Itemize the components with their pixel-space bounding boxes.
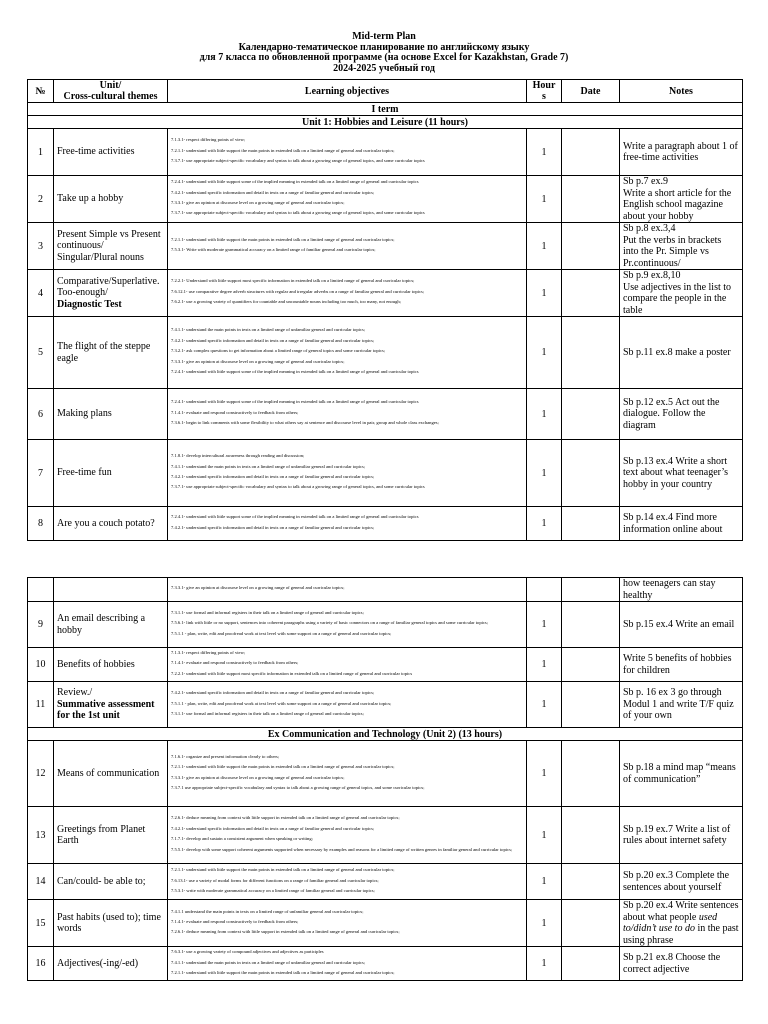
row-notes (620, 176, 743, 223)
row-objectives (168, 176, 527, 223)
table-body (28, 129, 743, 541)
unit-section-label: Unit 1: Hobbies and Leisure (11 hours) (28, 116, 743, 129)
row-notes (620, 741, 743, 807)
notes-line: Put the verbs in brackets into the Pr. Simple vs Pr.continuous/ (623, 234, 722, 269)
row-number (28, 578, 54, 602)
notes-line: Sb p.15 ex.4 Write an email (623, 618, 735, 630)
objective-item: 7.4.2.1- understand specific information and detail in texts on a range of familiar general and curricular topics; (171, 337, 375, 343)
objective-item: 7.3.7.1- use appropriate subject-specific vocabulary and syntax to talk about a growing range of general topics, and some curricular topics (171, 484, 425, 490)
row-number: 2 (28, 176, 54, 223)
notes-line: Use adjectives in the list to compare the people in the table (623, 281, 732, 316)
row-hours: 1 (527, 223, 562, 270)
table-row (28, 223, 743, 270)
header-objectives: Learning objectives (168, 80, 527, 103)
row-unit-theme (54, 176, 168, 223)
notes-italic: used to/didn’t use to do (623, 911, 718, 935)
plan-table-page-1 (27, 79, 743, 541)
row-notes (620, 270, 743, 317)
row-unit-theme (54, 317, 168, 389)
row-number: 5 (28, 317, 54, 389)
objective-item: 7.1.7.1- develop and sustain a consistent argument when speaking or writing; (171, 836, 313, 842)
row-unit-theme (54, 648, 168, 682)
objective-item: 7.4.1.1- understand the main points in texts on a limited range of unfamiliar general and curricular topics; (171, 327, 366, 333)
objective-item: 7.3.7.1 use appropriate subject-specific vocabulary and syntax to talk about a growing range of general topics, and some curricular topics; (171, 785, 425, 791)
header-hours-line: s (542, 91, 546, 102)
objective-item: 7.4.2.1- understand specific information and detail in texts on a range of familiar general and curricular topics; (171, 690, 375, 696)
table-row (28, 317, 743, 389)
objective-item: 7.1.8.1- develop intercultural awareness through reading and discussion; (171, 453, 305, 459)
objective-item: 7.2.2.1- Understand with little support most specific information in extended talk on a limited range of general and curricular topics; (171, 278, 415, 284)
row-objectives (168, 389, 527, 440)
row-notes (620, 682, 743, 728)
row-hours: 1 (527, 317, 562, 389)
header-unit-line: Cross-cultural themes (63, 91, 158, 102)
objective-item: 7.6.13.1- use a variety of modal forms for different functions on a range of familiar general and curricular topics; (171, 877, 379, 883)
table-row (28, 741, 743, 807)
objective-item: 7.2.1.1- understand with little support the main points in extended talk on a limited range of general and curricular topics; (171, 764, 395, 770)
objective-item: 7.3.2.1- ask complex questions to get information about a limited range of general topics and some curricular topics; (171, 348, 386, 354)
header-unit (54, 80, 168, 103)
table-row (28, 389, 743, 440)
objective-item: 7.5.6.1- link with little or no support, sentences into coherent paragraphs using a variety of basic connectors on a range of familiar general topics and some curricular topics; (171, 620, 488, 626)
objective-item: 7.1.3.1- respect differing points of view; (171, 137, 246, 143)
row-number: 11 (28, 682, 54, 728)
row-hours: 1 (527, 507, 562, 541)
row-date[interactable] (562, 440, 620, 507)
row-objectives (168, 129, 527, 176)
row-notes (620, 602, 743, 648)
row-hours: 1 (527, 807, 562, 864)
objective-item: 7.2.4.1- understand with little support some of the implied meaning in extended talk on a limited range of general and curricular topics (171, 399, 419, 405)
header-hours (527, 80, 562, 103)
plan-table-page-2 (27, 577, 743, 981)
notes-line: Sb p.12 ex.5 Act out the dialogue. Follow the diagram (623, 396, 720, 431)
table-row (28, 129, 743, 176)
notes-line: Write a short article for the English school magazine about your hobby (623, 187, 732, 222)
objective-item: 7.2.1.1- understand with little support the main points in extended talk on a limited range of general and curricular topics; (171, 147, 395, 153)
notes-line: Sb p.9 ex.8,10 (623, 270, 681, 281)
objective-item: 7.2.4.1- understand with little support some of the implied meaning in extended talk on a limited range of general and curricular topics (171, 514, 419, 520)
unit-theme-text: Free-time fun (57, 467, 112, 479)
row-unit-theme (54, 389, 168, 440)
table-body (28, 578, 743, 981)
unit-theme-text: Benefits of hobbies (57, 658, 135, 670)
unit-theme-text: An email describing a hobby (57, 613, 146, 636)
objective-item: 7.6.3.1- use a growing variety of compound adjectives and adjectives as participles (171, 949, 324, 955)
objective-item: 7.5.5.1- develop with some support coherent arguments supported when necessary by examples and reasons for a limited range of written genres in familiar general and curricular topics; (171, 846, 513, 852)
row-date[interactable] (562, 578, 620, 602)
objective-item: 7.4.2.1- understand specific information and detail in texts on a range of familiar general and curricular topics; (171, 825, 375, 831)
objective-item: 7.3.6.1- begin to link comments with some flexibility to what others say at sentence and discourse level in pair, group and whole class exchanges; (171, 420, 439, 426)
unit-theme-text: Free-time activities (57, 146, 135, 158)
row-date[interactable] (562, 602, 620, 648)
unit-theme-bold: Summative assessment for the 1st unit (57, 698, 155, 722)
unit-theme-text: Are you a couch potato? (57, 517, 155, 529)
table-header-row (28, 80, 743, 103)
unit-theme-bold: Diagnostic Test (57, 298, 122, 310)
objective-item: 7.3.3.1- give an opinion at discourse level on a growing range of general and curricular topics; (171, 585, 345, 591)
objective-item: 7.1.4.1- evaluate and respond constructively to feedback from others; (171, 919, 299, 925)
table-row (28, 602, 743, 648)
header-unit-line: Unit/ (99, 80, 122, 91)
row-unit-theme (54, 129, 168, 176)
unit-theme-text: Comparative/Superlative. Too-enough/ (57, 275, 160, 299)
notes-line: Sb p.7 ex.9 (623, 176, 668, 187)
row-notes (620, 317, 743, 389)
unit-section-row (28, 728, 743, 741)
objective-item: 7.1.4.1- evaluate and respond constructively to feedback from others; (171, 660, 299, 666)
row-notes (620, 129, 743, 176)
row-objectives (168, 947, 527, 981)
notes-line: Sb p.20 ex.3 Complete the sentences about yourself (623, 870, 730, 893)
title-line: Mid-term Plan (352, 31, 416, 42)
title-line: Календарно-тематическое планирование по английскому языку (238, 41, 530, 53)
notes-line: Write 5 benefits of hobbies for children (623, 653, 732, 676)
objective-item: 7.6.12.1- use comparative degree adverb structures with regular and irregular adverbs on a range of familiar general and curricular topics; (171, 288, 425, 294)
objective-item: 7.2.1.1- understand with little support the main points in extended talk on a limited range of general and curricular topics; (171, 970, 395, 976)
objective-item: 7.2.1.1- understand with little support the main points in extended talk on a limited range of general and curricular topics; (171, 867, 395, 873)
objective-item: 7.1.4.1- evaluate and respond constructively to feedback from others; (171, 409, 299, 415)
table-row (28, 270, 743, 317)
row-notes (620, 900, 743, 947)
row-hours: 1 (527, 648, 562, 682)
document-title (0, 32, 768, 74)
term-row (28, 103, 743, 116)
row-unit-theme (54, 900, 168, 947)
objective-item: 7.2.6.1- deduce meaning from context with little support in extended talk on a limited range of general and curricular topics; (171, 815, 400, 821)
objective-item: 7.2.6.1- deduce meaning from context with little support in extended talk on a limited range of general and curricular topics; (171, 929, 400, 935)
objective-item: 7.3.3.1- give an opinion at discourse level on a growing range of general and curricular topics; (171, 200, 345, 205)
table-row (28, 578, 743, 602)
table-row (28, 682, 743, 728)
row-date[interactable] (562, 900, 620, 947)
row-date[interactable] (562, 176, 620, 223)
row-date[interactable] (562, 648, 620, 682)
row-hours: 1 (527, 682, 562, 728)
row-number: 16 (28, 947, 54, 981)
unit-theme-text: Past habits (used to); time words (57, 911, 161, 935)
row-unit-theme (54, 682, 168, 728)
row-date[interactable] (562, 682, 620, 728)
header-hours-line: Hour (532, 80, 556, 91)
objective-item: 7.5.3.1- write with moderate grammatical accuracy on a limited range of familiar general and curricular topics; (171, 887, 375, 893)
row-number: 14 (28, 864, 54, 900)
row-notes (620, 223, 743, 270)
row-notes (620, 947, 743, 981)
row-hours: 1 (527, 602, 562, 648)
row-objectives (168, 741, 527, 807)
unit-theme-text: Present Simple vs Present continuous/ Singular/Plural nouns (57, 228, 161, 263)
unit-theme-text: Take up a hobby (57, 193, 124, 205)
row-objectives (168, 682, 527, 728)
table-row (28, 864, 743, 900)
row-date[interactable] (562, 317, 620, 389)
notes-line: Write a paragraph about 1 of free-time activities (623, 140, 738, 163)
objective-item: 7.3.3.1- give an opinion at discourse level on a growing range of general and curricular topics; (171, 358, 345, 364)
notes-line: Sb p.19 ex.7 Write a list of rules about internet safety (623, 823, 731, 847)
row-date[interactable] (562, 807, 620, 864)
row-number: 4 (28, 270, 54, 317)
row-objectives (168, 507, 527, 541)
table-row (28, 440, 743, 507)
objective-item: 7.1.6.1- organize and present information clearly to others; (171, 753, 280, 759)
unit-section-row (28, 116, 743, 129)
header-notes: Notes (620, 80, 743, 103)
row-unit-theme (54, 741, 168, 807)
objective-item: 7.2.1.1- understand with little support the main points in extended talk on a limited range of general and curricular topics; (171, 236, 395, 242)
objective-item: 7.4.1.1- understand the main points in texts on a limited range of unfamiliar general and curricular topics; (171, 959, 366, 965)
row-objectives (168, 602, 527, 648)
notes-text: in the past using phrase (623, 923, 739, 946)
row-objectives (168, 317, 527, 389)
row-objectives (168, 900, 527, 947)
table-row (28, 176, 743, 223)
objective-item: 7.2.4.1- understand with little support some of the implied meaning in extended talk on a limited range of general and curricular topics (171, 179, 419, 185)
notes-line: Sb p.21 ex.8 Choose the correct adjective (623, 952, 721, 975)
table-row (28, 807, 743, 864)
objective-item: 7.3.1.1- use formal and informal registers in their talk on a limited range of general and curricular topics; (171, 609, 364, 615)
row-date[interactable] (562, 507, 620, 541)
row-unit-theme (54, 602, 168, 648)
header-date: Date (562, 80, 620, 103)
row-hours: 1 (527, 900, 562, 947)
unit-theme-text: Making plans (57, 408, 112, 420)
row-unit-theme (54, 864, 168, 900)
row-number: 12 (28, 741, 54, 807)
notes-line: Sb p.18 a mind map “means of communication” (623, 762, 736, 785)
row-objectives (168, 440, 527, 507)
row-number: 10 (28, 648, 54, 682)
row-unit-theme (54, 440, 168, 507)
notes-line: Sb p.14 ex.4 Find more information online about (623, 512, 723, 535)
unit-theme-text: Can/could- be able to; (57, 875, 146, 887)
unit-theme-text: The flight of the steppe eagle (57, 341, 151, 364)
row-date[interactable] (562, 741, 620, 807)
objective-item: 7.2.4.1- understand with little support some of the implied meaning in extended talk on a limited range of general and curricular topics (171, 369, 419, 375)
row-number: 6 (28, 389, 54, 440)
row-date[interactable] (562, 864, 620, 900)
row-notes (620, 507, 743, 541)
row-unit-theme (54, 507, 168, 541)
row-notes (620, 440, 743, 507)
objective-item: 7.3.3.1- give an opinion at discourse level on a growing range of general and curricular topics; (171, 774, 345, 780)
row-date[interactable] (562, 129, 620, 176)
row-hours: 1 (527, 741, 562, 807)
objective-item: 7.4.1.1- understand the main points in texts on a limited range of unfamiliar general and curricular topics; (171, 463, 366, 469)
row-hours: 1 (527, 864, 562, 900)
row-hours: 1 (527, 129, 562, 176)
notes-line: Sb p.13 ex.4 Write a short text about what teenager’s hobby in your country (623, 455, 729, 490)
row-number: 9 (28, 602, 54, 648)
objective-item: 7.5.1.1 - plan, write, edit and proofread work at text level with some support on a range of general and curricular topics; (171, 630, 392, 636)
row-date[interactable] (562, 947, 620, 981)
objective-item: 7.6.2.1- use a growing variety of quantifiers for countable and uncountable nouns including too much, too many, not enough; (171, 299, 401, 305)
row-notes (620, 648, 743, 682)
notes-text: Sb p.20 ex.4 Write sentences about what people (623, 900, 739, 923)
table-row (28, 648, 743, 682)
row-notes (620, 807, 743, 864)
header-num: № (28, 80, 54, 103)
row-unit-theme (54, 807, 168, 864)
row-notes (620, 864, 743, 900)
objective-item: 7.1.3.1- respect differing points of view; (171, 650, 246, 655)
row-number: 1 (28, 129, 54, 176)
row-hours: 1 (527, 947, 562, 981)
objective-item: 7.4.2.1- understand specific information and detail in texts on a range of familiar general and curricular topics; (171, 474, 375, 479)
row-number: 15 (28, 900, 54, 947)
objective-item: 7.4.2.1- understand specific information and detail in texts on a range of familiar general and curricular topics; (171, 524, 375, 530)
title-line: 2024-2025 учебный год (333, 62, 435, 74)
table-row (28, 507, 743, 541)
row-unit-theme (54, 578, 168, 602)
row-hours: 1 (527, 440, 562, 507)
row-objectives (168, 223, 527, 270)
objective-item: 7.2.2.1- understand with little support most specific information in extended talk on a limited range of general and curricular topics (171, 670, 413, 676)
unit-section-label: Ex Communication and Technology (Unit 2) (13 hours) (28, 728, 743, 741)
row-objectives (168, 807, 527, 864)
title-line: для 7 класса по обновленной программе (на основе Excel for Kazakhstan, Grade 7) (199, 52, 569, 63)
term-label: I term (28, 103, 743, 116)
objective-item: 7.4.2.1- understand specific information and detail in texts on a range of familiar general and curricular topics; (171, 189, 375, 195)
notes-line: Sb p. 16 ex 3 go through Modul 1 and write T/F quiz of your own (623, 687, 734, 722)
objective-item: 7.3.1.1- use formal and informal registers in their talk on a limited range of general and curricular topics; (171, 710, 364, 716)
objective-item: 7.5.1.1 - plan, write, edit and proofread work at text level with some support on a range of general and curricular topics; (171, 700, 392, 706)
row-objectives (168, 270, 527, 317)
row-notes (620, 578, 743, 602)
table-row (28, 900, 743, 947)
row-objectives (168, 648, 527, 682)
row-date[interactable] (562, 270, 620, 317)
notes-line: Sb p.8 ex.3,4 (623, 223, 676, 234)
row-objectives (168, 578, 527, 602)
row-hours: 1 (527, 389, 562, 440)
objective-item: 7.5.3.1- Write with moderate grammatical accuracy on a limited range of familiar general and curricular topics; (171, 247, 376, 252)
row-date[interactable] (562, 223, 620, 270)
unit-theme-text: Greetings from Planet Earth (57, 823, 146, 847)
row-date[interactable] (562, 389, 620, 440)
row-number: 8 (28, 507, 54, 541)
row-unit-theme (54, 947, 168, 981)
row-number: 3 (28, 223, 54, 270)
unit-theme-text: Review./ (57, 687, 93, 699)
row-notes (620, 389, 743, 440)
table-row (28, 947, 743, 981)
notes-line: Sb p.11 ex.8 make a poster (623, 346, 731, 358)
notes-line: how teenagers can stay healthy (623, 578, 716, 601)
unit-theme-text: Adjectives(-ing/-ed) (57, 958, 139, 970)
objective-item: 7.3.7.1- use appropriate subject-specific vocabulary and syntax to talk about a growing range of general topics, and some curricular topics (171, 210, 425, 216)
row-hours: 1 (527, 176, 562, 223)
objective-item: 7.4.1.1 understand the main points in texts on a limited range of unfamiliar general and curricular topics; (171, 908, 364, 914)
row-objectives (168, 864, 527, 900)
row-unit-theme (54, 223, 168, 270)
objective-item: 7.3.7.1- use appropriate subject-specific vocabulary and syntax to talk about a growing range of general topics, and some curricular topics (171, 158, 425, 164)
row-number: 7 (28, 440, 54, 507)
row-number: 13 (28, 807, 54, 864)
unit-theme-text: Means of communication (57, 767, 160, 779)
row-hours (527, 578, 562, 602)
row-hours: 1 (527, 270, 562, 317)
row-unit-theme (54, 270, 168, 317)
